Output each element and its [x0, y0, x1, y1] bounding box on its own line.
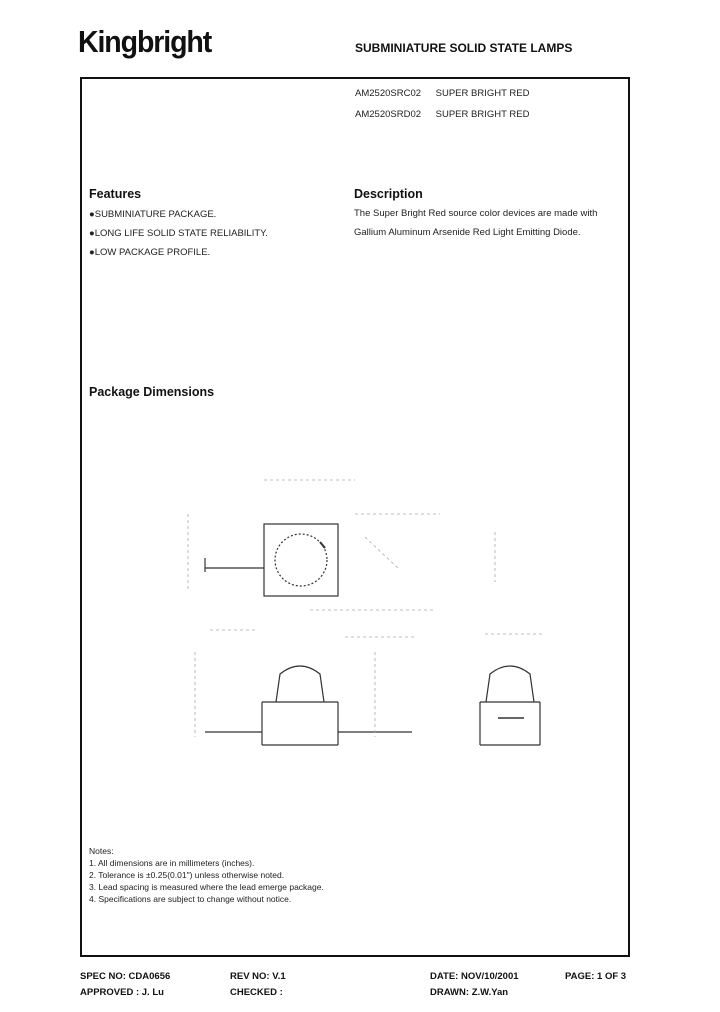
end-view-lens — [486, 666, 534, 702]
note-item: 1. All dimensions are in millimeters (inches). — [89, 858, 255, 868]
part-description: SUPER BRIGHT RED — [435, 88, 530, 99]
features-list — [89, 209, 268, 266]
feature-item: ●LOW PACKAGE PROFILE. — [89, 247, 211, 258]
feature-item: ●LONG LIFE SOLID STATE RELIABILITY. — [89, 228, 268, 239]
checked-by: CHECKED : — [230, 987, 283, 998]
note-item: 2. Tolerance is ±0.25(0.01") unless otherwise noted. — [89, 870, 285, 880]
feature-item: ●SUBMINIATURE PACKAGE. — [89, 209, 217, 220]
drawn-by: DRAWN: Z.W.Yan — [430, 987, 509, 998]
package-dimensions-heading: Package Dimensions — [89, 385, 215, 399]
description-text — [354, 204, 624, 242]
spec-number: SPEC NO: CDA0656 — [80, 971, 171, 982]
revision-number: REV NO: V.1 — [230, 971, 286, 982]
note-item: 3. Lead spacing is measured where the lead emerge package. — [89, 882, 324, 892]
top-view-lens-outline — [275, 534, 327, 586]
kingbright-logo: Kingbright — [78, 24, 212, 59]
side-view-lens — [276, 666, 324, 702]
page-number: PAGE: 1 OF 3 — [565, 971, 627, 982]
notes-block — [89, 845, 324, 905]
document-date: DATE: NOV/10/2001 — [430, 971, 519, 982]
part-number: AM2520SRC02 — [355, 88, 422, 99]
description-heading: Description — [354, 187, 423, 201]
notes-heading: Notes: — [89, 846, 114, 856]
part-row — [355, 109, 529, 120]
description-line: Gallium Aluminum Arsenide Red Light Emitting Diode. — [354, 227, 581, 238]
features-heading: Features — [89, 187, 142, 201]
package-dimension-drawing — [150, 462, 570, 752]
approved-by: APPROVED : J. Lu — [80, 987, 164, 998]
description-line: The Super Bright Red source color devices are made with — [354, 208, 598, 219]
part-row — [355, 88, 529, 99]
part-number: AM2520SRD02 — [355, 109, 422, 120]
part-description: SUPER BRIGHT RED — [435, 109, 530, 120]
document-title: SUBMINIATURE SOLID STATE LAMPS — [355, 41, 573, 55]
note-item: 4. Specifications are subject to change without notice. — [89, 894, 292, 904]
